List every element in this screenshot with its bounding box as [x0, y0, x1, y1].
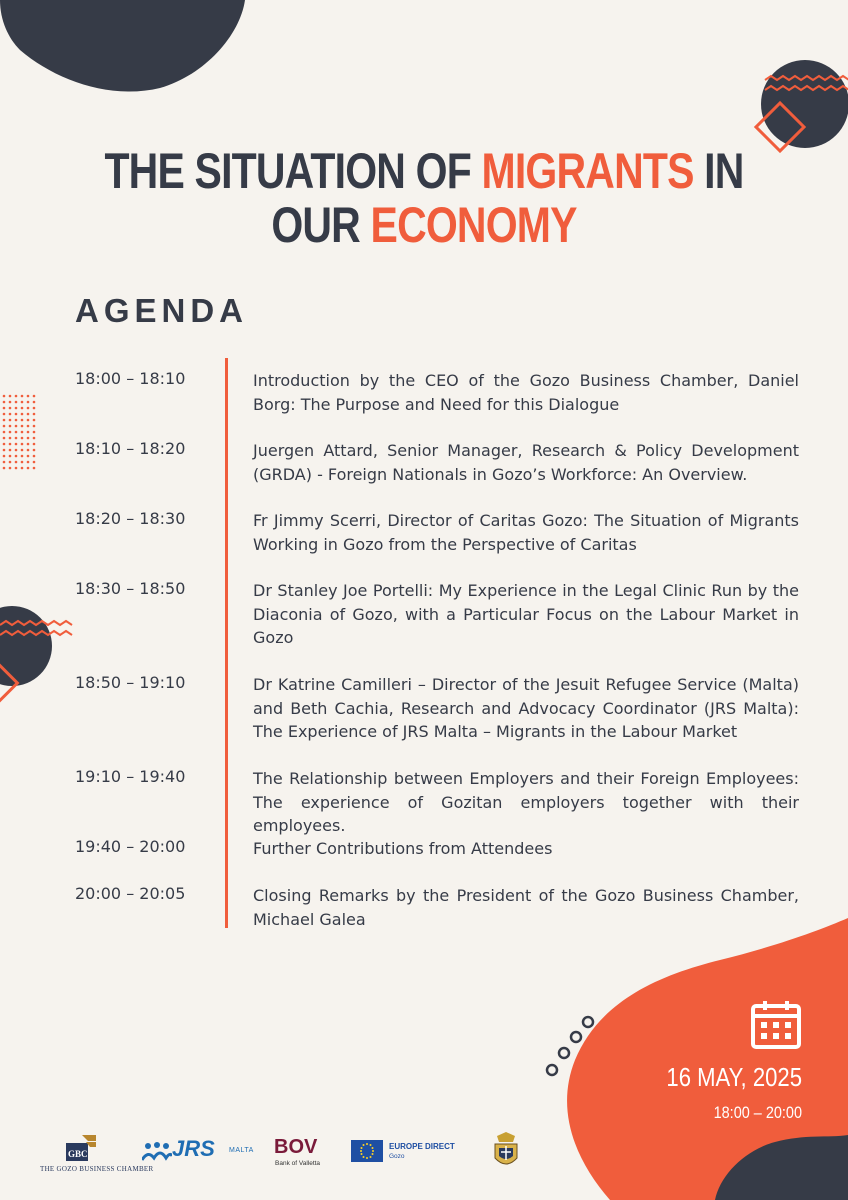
agenda-time: 20:00 – 20:05 [75, 884, 186, 903]
title-line-1 [76, 142, 771, 200]
title-l1-highlight: MIGRANTS [481, 143, 694, 199]
diocese-crest-icon [489, 1132, 523, 1172]
agenda-time: 18:50 – 19:10 [75, 673, 186, 692]
agenda-time: 19:40 – 20:00 [75, 837, 186, 856]
agenda-time: 18:30 – 18:50 [75, 579, 186, 598]
top-right-circle [761, 60, 848, 148]
event-time-range: 18:00 – 20:00 [713, 1103, 802, 1122]
top-left-blob [0, 0, 245, 92]
event-date: 16 MAY, 2025 [666, 1062, 802, 1092]
agenda-time: 18:00 – 18:10 [75, 369, 186, 388]
title-l1-prefix: THE SITUATION OF [104, 143, 482, 199]
agenda-description: Closing Remarks by the President of the Gozo Business Chamber, Michael Galea [253, 886, 799, 929]
jrs-logo-country: MALTA [229, 1147, 254, 1154]
agenda-divider [225, 358, 228, 928]
title-l1-suffix: IN [693, 143, 744, 199]
agenda-description: Dr Katrine Camilleri – Director of the Jesuit Refugee Service (Malta) and Beth Cachia, Research and Advocacy Coordinator (JRS Malta): The Experience of JRS Malta – Migrants in the Labour Market [253, 675, 799, 741]
europe-direct-subtitle: Gozo [389, 1153, 405, 1160]
left-dot-grid [3, 395, 36, 470]
agenda-description: Juergen Attard, Senior Manager, Research & Policy Development (GRDA) - Foreign Nationals in Gozo’s Workforce: An Overview. [253, 441, 799, 484]
agenda-description: Further Contributions from Attendees [253, 839, 553, 858]
agenda-heading: AGENDA [75, 292, 249, 329]
jrs-people-icon [142, 1140, 172, 1166]
agenda-time: 18:20 – 18:30 [75, 509, 186, 528]
agenda-time: 18:10 – 18:20 [75, 439, 186, 458]
gbc-logo-name: THE GOZO BUSINESS CHAMBER [40, 1165, 154, 1173]
gbc-mark-text: GBC [68, 1149, 88, 1159]
jrs-logo-text: JRS [172, 1136, 215, 1161]
bov-logo-subtitle: Bank of Valletta [275, 1160, 321, 1167]
agenda-description: Fr Jimmy Scerri, Director of Caritas Gozo: The Situation of Migrants Working in Gozo from the Perspective of Caritas [253, 511, 799, 554]
agenda-description: Introduction by the CEO of the Gozo Business Chamber, Daniel Borg: The Purpose and Need for this Dialogue [253, 371, 799, 414]
agenda-description: Dr Stanley Joe Portelli: My Experience in the Legal Clinic Run by the Diaconia of Gozo, with a Particular Focus on the Labour Market in Gozo [253, 581, 799, 647]
calendar-icon [750, 1000, 802, 1050]
title-l2-highlight: ECONOMY [370, 197, 577, 253]
gbc-logo-icon [64, 1133, 98, 1163]
title-l2-prefix: OUR [271, 197, 371, 253]
europe-direct-title: EUROPE DIRECT [389, 1142, 455, 1151]
agenda-time: 19:10 – 19:40 [75, 767, 186, 786]
agenda-description: The Relationship between Employers and their Foreign Employees: The experience of Gozitan employers together with their employees. [253, 769, 799, 835]
eu-flag-icon [351, 1140, 383, 1162]
bov-logo-text: BOV [274, 1136, 318, 1158]
title-line-2 [76, 196, 771, 254]
